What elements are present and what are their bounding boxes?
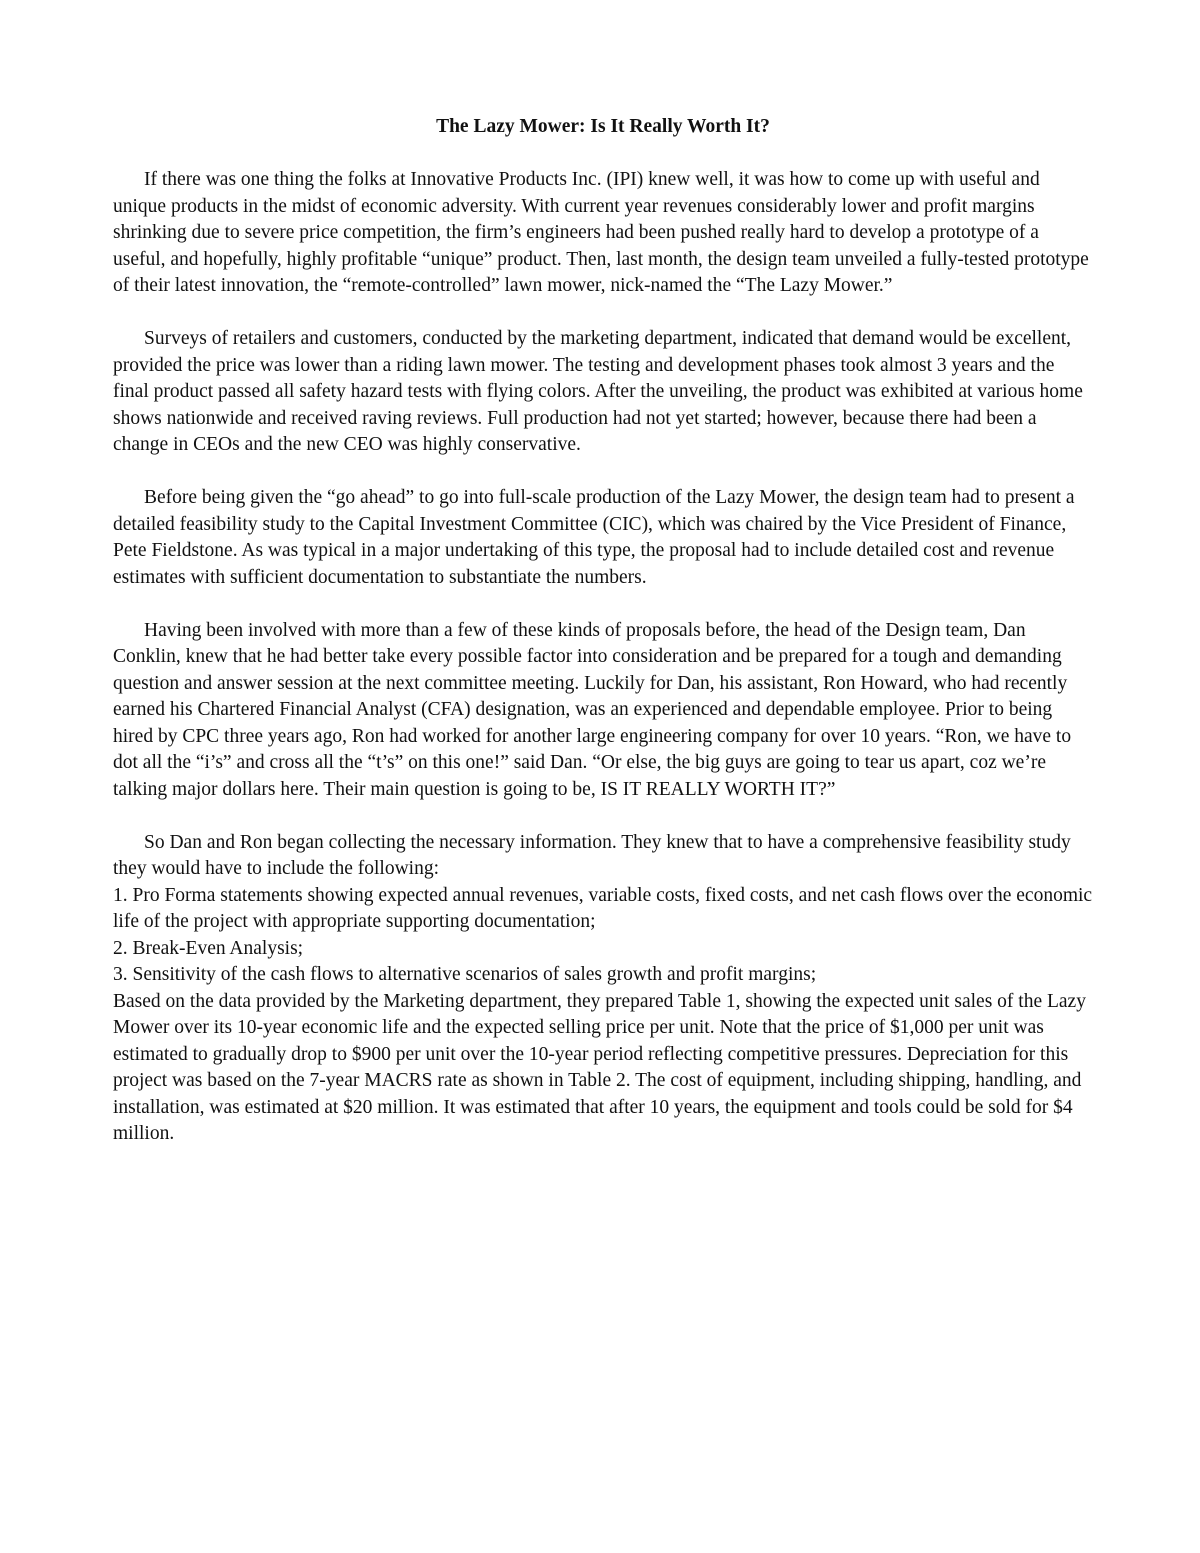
paragraph-surveys: Surveys of retailers and customers, conducted by the marketing department, indicated that demand would be excellent, provided the price was lower than a riding lawn mower. The testing and development phases took almost 3 years and the final product passed all safety hazard tests with flying colors. After the unveiling, the product was exhibited at various home shows nationwide and received raving reviews. Full production had not yet started; however, because there had been a change in CEOs and the new CEO was highly conservative. [113, 328, 1083, 455]
document-body [113, 114, 1093, 1148]
list-item-break-even: 2. Break-Even Analysis; [113, 937, 304, 959]
list-item-sensitivity: 3. Sensitivity of the cash flows to alternative scenarios of sales growth and profit margins; [113, 964, 817, 985]
paragraph-collecting-info: So Dan and Ron began collecting the necessary information. They knew that to have a comprehensive feasibility study they would have to include the following: [113, 831, 1071, 879]
paragraph-intro: If there was one thing the folks at Innovative Products Inc. (IPI) knew well, it was how to come up with useful and unique products in the midst of economic adversity. With current year revenues considerably lower and profit margins shrinking due to severe price competition, the firm’s engineers had been pushed really hard to develop a prototype of a useful, and hopefully, highly profitable “unique” product. Then, last month, the design team unveiled a fully-tested prototype of their latest innovation, the “remote-controlled” lawn mower, nick-named the “The Lazy Mower.” [113, 169, 1089, 296]
document-title: The Lazy Mower: Is It Really Worth It? [436, 116, 770, 137]
list-item-pro-forma: 1. Pro Forma statements showing expected annual revenues, variable costs, fixed costs, and net cash flows over the economic life of the project with appropriate supporting documentation; [113, 884, 1093, 932]
paragraph-table-data: Based on the data provided by the Marketing department, they prepared Table 1, showing the expected unit sales of the Lazy Mower over its 10-year economic life and the expected selling price per unit. Note that the price of $1,000 per unit was estimated to gradually drop to $900 per unit over the 10-year period reflecting competitive pressures. Depreciation for this project was based on the 7-year MACRS rate as shown in Table 2. The cost of equipment, including shipping, handling, and installation, was estimated at $20 million. It was estimated that after 10 years, the equipment and tools could be sold for $4 million. [113, 990, 1086, 1144]
paragraph-design-team: Having been involved with more than a few of these kinds of proposals before, the head of the Design team, Dan Conklin, knew that he had better take every possible factor into consideration and be prepared for a tough and demanding question and answer session at the next committee meeting. Luckily for Dan, his assistant, Ron Howard, who had recently earned his Chartered Financial Analyst (CFA) designation, was an experienced and dependable employee. Prior to being hired by CPC three years ago, Ron had worked for another large engineering company for over 10 years. “Ron, we have to dot all the “i’s” and cross all the “t’s” on this one!” said Dan. “Or else, the big guys are going to tear us apart, coz we’re talking major dollars here. Their main question is going to be, IS IT REALLY WORTH IT?” [113, 619, 1072, 800]
paragraph-feasibility: Before being given the “go ahead” to go into full-scale production of the Lazy Mower, the design team had to present a detailed feasibility study to the Capital Investment Committee (CIC), which was chaired by the Vice President of Finance, Pete Fieldstone. As was typical in a major undertaking of this type, the proposal had to include detailed cost and revenue estimates with sufficient documentation to substantiate the numbers. [113, 487, 1075, 588]
